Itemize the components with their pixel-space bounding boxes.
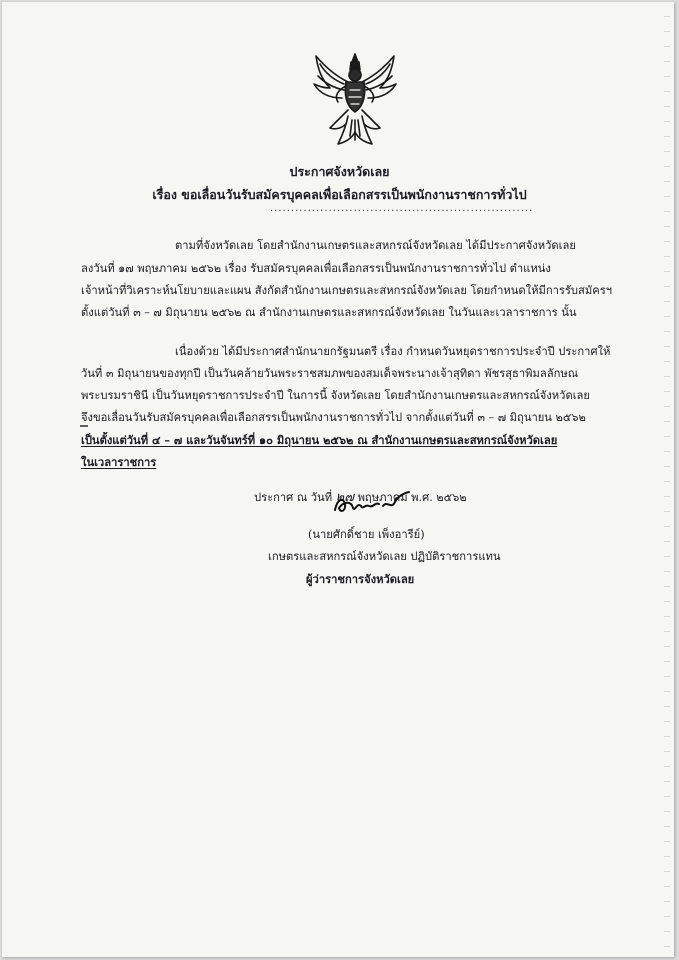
title-divider: ............................................................... bbox=[270, 203, 534, 214]
paragraph2-line3: พระบรมราชินี เป็นวันหยุดราชการประจำปี ในการนี้ จังหวัดเลย โดยสำนักงานเกษตรและสหกรณ์จังหวัดเลย bbox=[81, 389, 590, 402]
document-subject: เรื่อง ขอเลื่อนวันรับสมัครบุคคลเพื่อเลือกสรรเป็นพนักงานราชการทั่วไป bbox=[152, 187, 527, 202]
paragraph1-line2: ลงวันที่ ๑๗ พฤษภาคม ๒๕๖๒ เรื่อง รับสมัครบุคคลเพื่อเลือกสรรเป็นพนักงานราชการทั่วไป ตำแหน่ง bbox=[81, 262, 551, 275]
signatory-position: เกษตรและสหกรณ์จังหวัดเลย ปฏิบัติราชการแทน bbox=[268, 550, 501, 563]
document-title: ประกาศจังหวัดเลย bbox=[289, 164, 390, 179]
paragraph1-line1: ตามที่จังหวัดเลย โดยสำนักงานเกษตรและสหกรณ์จังหวัดเลย ได้มีประกาศจังหวัดเลย bbox=[175, 239, 576, 252]
scan-edge bbox=[664, 2, 670, 957]
paragraph1-line4: ตั้งแต่วันที่ ๓ – ๗ มิถุนายน ๒๕๖๒ ณ สำนักงานเกษตรและสหกรณ์จังหวัดเลย ในวันและเวลาราชการ นั้น bbox=[81, 306, 577, 319]
pen-mark bbox=[80, 424, 88, 426]
garuda-emblem-icon bbox=[308, 50, 403, 150]
date-day-handwritten: ๒๗ bbox=[335, 490, 354, 505]
paragraph2-line2: วันที่ ๓ มิถุนายนของทุกปี เป็นวันคล้ายวันพระราชสมภพของสมเด็จพระนางเจ้าสุทิดา พัชรสุธาพิมลลักษณ bbox=[81, 367, 579, 380]
paragraph2-bold-line1: เป็นตั้งแต่วันที่ ๔ – ๗ และวันจันทร์ที่ ๑๐ มิถุนายน ๒๕๖๒ ณ สำนักงานเกษตรและสหกรณ์จังหวัดเลย bbox=[81, 433, 558, 447]
signatory-name: (นายศักดิ์ชาย เพ็งอารีย์) bbox=[308, 528, 425, 541]
signatory-governor: ผู้ว่าราชการจังหวัดเลย bbox=[306, 572, 415, 586]
paragraph2-line1: เนื่องด้วย ได้มีประกาศสำนักนายกรัฐมนตรี เรื่อง กำหนดวันหยุดราชการประจำปี ประกาศให้ bbox=[175, 345, 611, 358]
date-suffix: พฤษภาคม พ.ศ. ๒๕๖๒ bbox=[357, 491, 467, 504]
date-prefix: ประกาศ ณ วันที่ bbox=[254, 491, 333, 504]
paragraph2-line4: จึงขอเลื่อนวันรับสมัครบุคคลเพื่อเลือกสรรเป็นพนักงานราชการทั่วไป จากตั้งแต่วันที่ ๓ – ๗ มิถุนายน ๒๕๖๒ bbox=[81, 411, 586, 424]
paragraph2-bold-line2: ในเวลาราชการ bbox=[81, 455, 157, 469]
signature-icon bbox=[331, 488, 417, 518]
paragraph1-line3: เจ้าหน้าที่วิเคราะห์นโยบายและแผน สังกัดสำนักงานเกษตรและสหกรณ์จังหวัดเลย โดยกำหนดให้มีการรับสมัครฯ bbox=[81, 284, 613, 297]
